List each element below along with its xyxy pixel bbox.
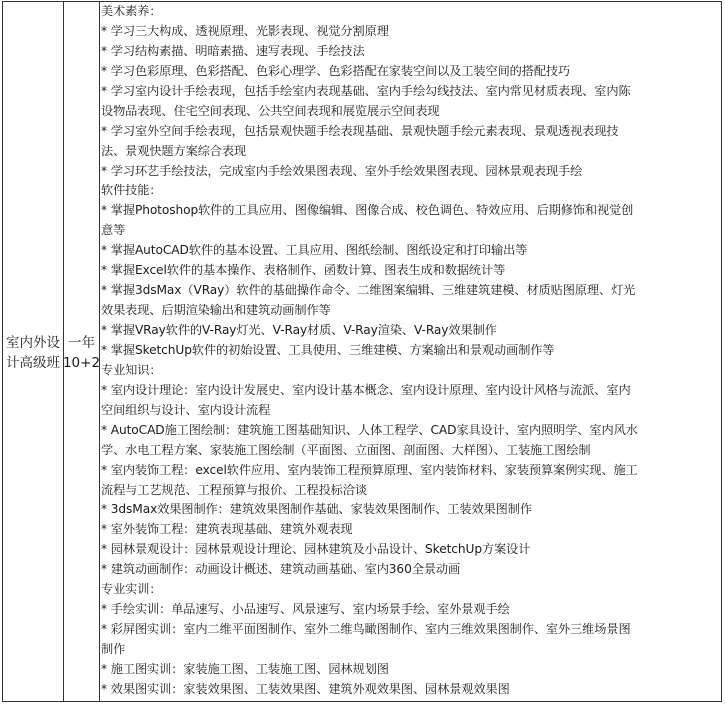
content-line: * 建筑动画制作：动画设计概述、建筑动画基础、室内360全景动画 [101, 562, 461, 577]
course-table [2, 1, 722, 702]
content-line: 意等 [101, 223, 126, 238]
content-line: 设物品表现、住宅空间表现、公共空间表现和展览展示空间表现 [101, 103, 440, 118]
course-duration [63, 331, 100, 373]
content-line: * 室内装饰工程：excel软件应用、室内装饰工程预算原理、室内装饰材料、家装预算案例实现、施工 [101, 462, 638, 477]
content-line: * 学习三大构成、透视原理、光影表现、视觉分割原理 [101, 23, 389, 38]
content-line: 流程与工艺规范、工程预算与报价、工程投标洽谈 [101, 482, 367, 497]
content-line: * 掌握SketchUp软件的初始设置、工具使用、三维建模、方案输出和景观动画制作等 [101, 342, 555, 357]
course-duration-line-2: 10+2 [62, 354, 101, 371]
course-name-line-2: 计高级班 [6, 354, 60, 371]
content-line: * 园林景观设计：园林景观设计理论、园林建筑及小品设计、SketchUp方案设计 [101, 542, 531, 557]
content-line: 美术素养： [101, 4, 162, 18]
content-line: * 学习结构素描、明暗素描、速写表现、手绘技法 [101, 43, 365, 58]
content-line: * 3dsMax效果图制作：建筑效果图制作基础、家装效果图制作、工装效果图制作 [101, 502, 532, 517]
content-line: * 室内设计理论：室内设计发展史、室内设计基本概念、室内设计原理、室内设计风格与流派、室内 [101, 382, 631, 397]
content-line: * 掌握Photoshop软件的工具应用、图像编辑、图像合成、校色调色、特效应用、后期修饰和视觉创 [101, 203, 634, 218]
content-line: * 掌握VRay软件的V-Ray灯光、V-Ray材质、V-Ray渲染、V-Ray效果制作 [101, 323, 497, 337]
content-line: * 学习室外空间手绘表现，包括景观快题手绘表现基础、景观快题手绘元素表现、景观透视表现技 [101, 123, 619, 138]
content-line: * 施工图实训：家装施工图、工装施工图、园林规划图 [101, 661, 389, 676]
course-duration-cell [64, 2, 100, 701]
content-line: * 学习室内设计手绘表现，包括手绘室内表现基础、室内手绘勾线技法、室内常见材质表现、室内陈 [101, 83, 631, 98]
content-line: * 掌握Excel软件的基本操作、表格制作、函数计算、图表生成和数据统计等 [101, 263, 506, 278]
content-line: * 彩屏图实训：室内二维平面图制作、室外二维鸟瞰图制作、室内三维效果图制作、室外三维场景图 [101, 622, 631, 637]
content-line: 专业实训： [101, 582, 162, 597]
content-line: * 手绘实训：单品速写、小品速写、风景速写、室内场景手绘、室外景观手绘 [101, 602, 510, 617]
content-line: 专业知识： [101, 362, 162, 377]
content-line: * 学习环艺手绘技法，完成室内手绘效果图表现、室外手绘效果图表现、园林景观表现手绘 [101, 163, 583, 178]
content-line: * 掌握AutoCAD软件的基本设置、工具应用、图纸绘制、图纸设定和打印输出等 [101, 243, 528, 258]
content-line: 空间组织与设计、室内设计流程 [101, 402, 271, 417]
content-line: * 学习色彩原理、色彩搭配、色彩心理学、色彩搭配在家装空间以及工装空间的搭配技巧 [101, 63, 571, 78]
course-name-line-1: 室内外设 [6, 334, 60, 351]
content-line: * 掌握3dsMax（VRay）软件的基础操作命令、二维图案编辑、三维建筑建模、材质贴图原理、灯光 [101, 283, 636, 298]
content-line: * 效果图实训：家装效果图、工装效果图、建筑外观效果图、园林景观效果图 [101, 681, 510, 696]
content-line: 学、水电工程方案、家装施工图绘制（平面图、立面图、剖面图、大样图）、工装施工图绘制 [101, 442, 591, 457]
content-line: * 室外装饰工程：建筑表现基础、建筑外观表现 [101, 522, 353, 537]
content-line: 软件技能： [101, 183, 162, 198]
content-line: 效果表现、后期渲染输出和建筑动画制作等 [101, 303, 331, 318]
content-line: 制作 [101, 642, 126, 656]
course-name [3, 331, 63, 373]
course-content-cell [100, 2, 721, 701]
course-name-cell [3, 2, 64, 701]
course-duration-line-1: 一年 [68, 334, 95, 351]
content-line: 法、景观快题方案综合表现 [101, 143, 247, 158]
content-line: * AutoCAD施工图绘制：建筑施工图基础知识、人体工程学、CAD家具设计、室内照明学、室内风水 [101, 422, 638, 437]
